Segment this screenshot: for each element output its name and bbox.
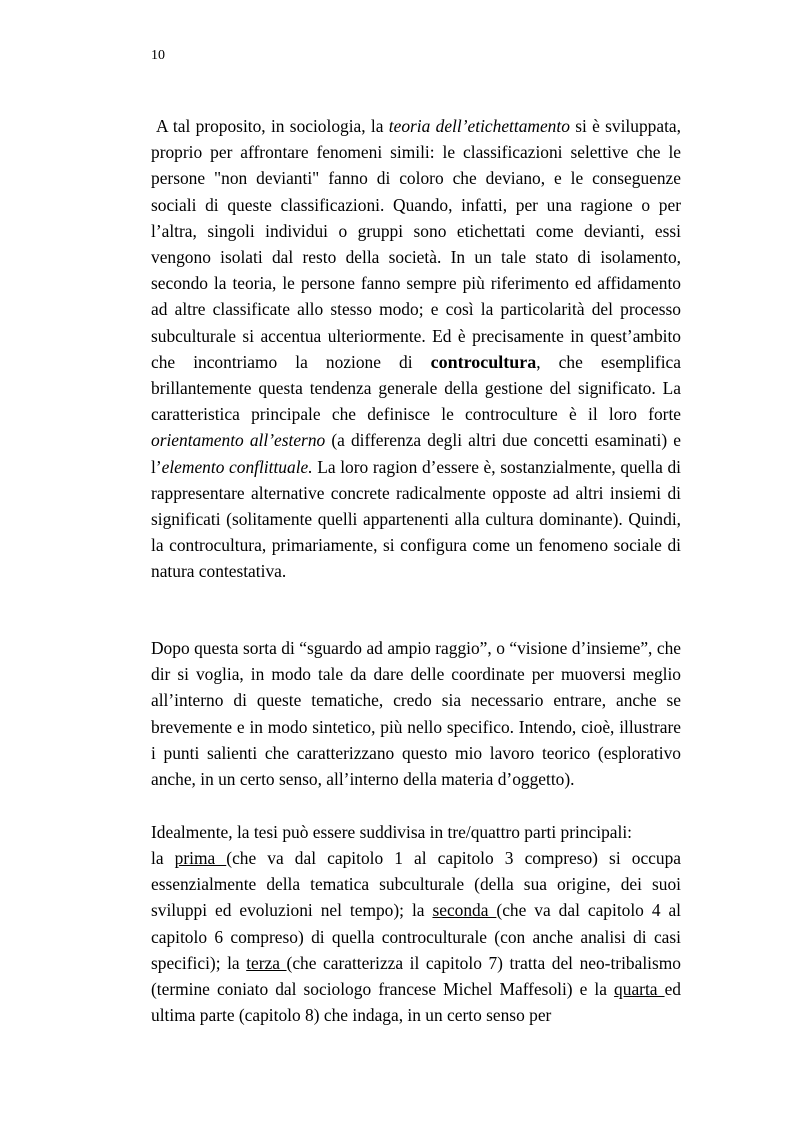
paragraph-thesis-structure-intro: Idealmente, la tesi può essere suddivisa in tre/quattro parti principali: [151,822,632,842]
italic-term-labeling-theory: teoria dell’etichettamento [388,116,570,136]
underlined-term-fourth: quarta [614,979,665,1000]
text-segment: , che esemplifica brillantemente questa tendenza generale della gestione del significato. La caratteristica principale che definisce le controculture è il loro forte [151,351,681,425]
underlined-term-first: prima [174,848,227,868]
text-segment: (a differenza degli altri due concetti esaminati) e l’ [151,430,681,477]
underlined-term-second: seconda [432,900,497,921]
paragraph-labeling-theory [151,113,681,585]
paragraph-thesis-parts [151,845,681,1028]
text-segment: ed ultima parte (capitolo 8) che indaga, in un certo senso per [151,979,681,1026]
text-segment: si è sviluppata, proprio per affrontare fenomeni simili: le classificazioni selettive che le persone "non devianti" fanno di coloro che deviano, e le conseguenze sociali di queste classificazioni. Quando, infatti, per una ragione o per l’altra, singoli individui o gruppi sono etichettati come devianti, essi vengono isolati dal resto della società. In un tale stato di isolamento, secondo la teoria, le persone fanno sempre più riferimento ed affidamento ad altre classificate allo stesso modo; e così la particolarità del processo subculturale si accentua ulteriormente. Ed è precisamente in quest’ambito che incontriamo la nozione di [151,116,681,372]
text-segment: (che caratterizza il capitolo 7) tratta del neo-tribalismo (termine coniato dal sociologo francese Michel Maffesoli) e la [151,952,681,1000]
text-segment: (che va dal capitolo 1 al capitolo 3 compreso) si occupa essenzialmente della tematica subculturale (della sua origine, dei suoi sviluppi ed evoluzioni nel tempo); la [151,848,681,921]
page-number: 10 [151,48,165,63]
text-segment: La loro ragion d’essere è, sostanzialmente, quella di rappresentare alternative concrete radicalmente opposte ad altri insiemi di significati (solitamente quelli appartenenti alla cultura dominante). Quindi, la controcultura, primariamente, si configura come un fenomeno sociale di natura contestativa. [151,456,681,582]
text-segment: (che va dal capitolo 4 al capitolo 6 compreso) di quella controculturale (con anche analisi di casi specifici); la [151,900,682,973]
text-segment: A tal proposito, in sociologia, la [156,116,389,136]
italic-term-outward-orientation: orientamento all’esterno [151,430,326,451]
text-segment: la [151,848,175,868]
italic-term-conflict-element: elemento conflittuale. [161,456,313,477]
bold-term-counterculture: controcultura [430,351,537,372]
paragraph-overview: Dopo questa sorta di “sguardo ad ampio raggio”, o “visione d’insieme”, che dir si voglia, in modo tale da dare delle coordinate per muoversi meglio all’interno di queste tematiche, credo sia necessario entrare, anche se brevemente e in modo sintetico, più nello specifico. Intendo, cioè, illustrare i punti salienti che caratterizzano questo mio lavoro teorico (esplorativo anche, in un certo senso, all’interno della materia d’oggetto). [151,638,681,790]
underlined-term-third: terza [246,952,287,973]
